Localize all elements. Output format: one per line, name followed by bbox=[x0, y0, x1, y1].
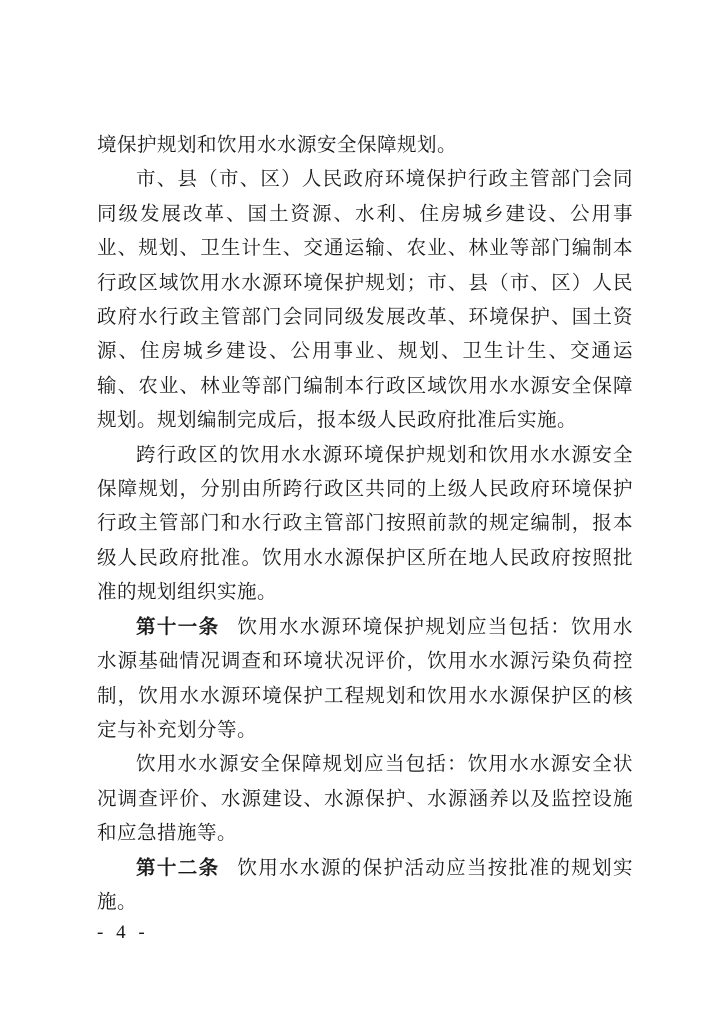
article-12-text: 饮用水水源的保护活动应当按批准的规划实施。 bbox=[97, 855, 633, 913]
article-11-title: 第十一条 bbox=[136, 614, 220, 638]
article-12-paragraph bbox=[97, 851, 633, 920]
paragraph-safety-plan: 饮用水水源安全保障规划应当包括：饮用水水源安全状况调查评价、水源建设、水源保护、水源涵养以及监控设施和应急措施等。 bbox=[97, 752, 633, 845]
article-11-text: 饮用水水源环境保护规划应当包括：饮用水水源基础情况调查和环境状况评价，饮用水水源污染负荷控制，饮用水水源环境保护工程规划和饮用水水源保护区的核定与补充划分等。 bbox=[97, 614, 633, 741]
article-11-paragraph bbox=[97, 610, 633, 748]
paragraph-planning-bodies: 市、县（市、区）人民政府环境保护行政主管部门会同同级发展改革、国土资源、水利、住房城乡建设、公用事业、规划、卫生计生、交通运输、农业、林业等部门编制本行政区域饮用水水源环境保护规划；市、县（市、区）人民政府水行政主管部门会同同级发展改革、环境保护、国土资源、住房城乡建设、公用事业、规划、卫生计生、交通运输、农业、林业等部门编制本行政区域饮用水水源安全保障规划。规划编制完成后，报本级人民政府批准后实施。 bbox=[97, 167, 633, 432]
paragraph-continuation: 境保护规划和饮用水水源安全保障规划。 bbox=[97, 133, 458, 156]
page-number: - 4 - bbox=[97, 922, 149, 943]
article-12-title: 第十二条 bbox=[136, 855, 220, 879]
document-body bbox=[97, 128, 633, 919]
paragraph-cross-region: 跨行政区的饮用水水源环境保护规划和饮用水水源安全保障规划，分别由所跨行政区共同的上级人民政府环境保护行政主管部门和水行政主管部门按照前款的规定编制，报本级人民政府批准。饮用水水源保护区所在地人民政府按照批准的规划组织实施。 bbox=[97, 442, 633, 604]
